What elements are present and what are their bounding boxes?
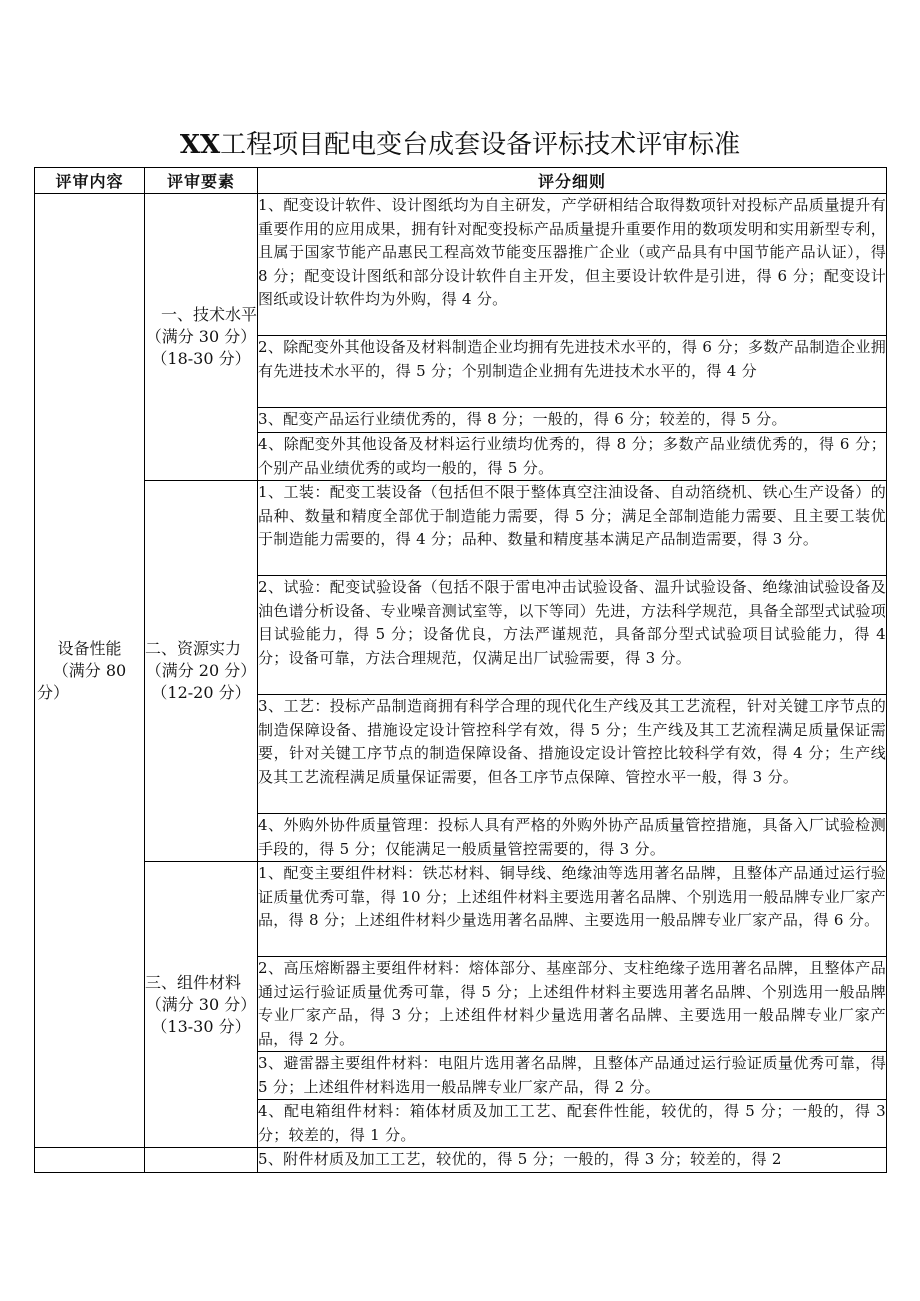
- group-score: （满分 30 分）: [145, 994, 257, 1014]
- detail-cell: 4、配电箱组件材料：箱体材质及加工工艺、配套件性能，较优的，得 5 分；一般的，得 3 分；较差的，得 1 分。: [258, 1100, 887, 1148]
- group-resources: [145, 481, 258, 862]
- detail-cell: 4、外购外协件质量管理：投标人具有严格的外购外协产品质量管控措施，具备入厂试验检测手段的，得 5 分；仅能满足一般质量管控需要的，得 3 分。: [258, 814, 887, 862]
- detail-cell: 1、配变主要组件材料：铁芯材料、铜导线、绝缘油等选用著名品牌，且整体产品通过运行验证质量优秀可靠，得 10 分；上述组件材料主要选用著名品牌、个别选用一般品牌专业厂家产品，得 8 分；上述组件材料少量选用著名品牌、主要选用一般品牌专业厂家产品，得 6 分。: [258, 862, 887, 957]
- empty-cell: [145, 1148, 258, 1173]
- table-row: [35, 194, 887, 336]
- group-score: （满分 30 分）: [145, 327, 257, 346]
- header-content: 评审内容: [35, 168, 145, 194]
- detail-cell: 3、工艺：投标产品制造商拥有科学合理的现代化生产线及其工艺流程，针对关键工序节点的制造保障设备、措施设定设计管控科学有效，得 5 分；生产线及其工艺流程满足质量保证需要，针对关键工序节点的制造保障设备、措施设定设计管控比较科学有效，得 4 分；生产线及其工艺流程满足质量保证需要，但各工序节点保障、管控水平一般，得 3 分。: [258, 695, 887, 814]
- group-materials: [145, 862, 258, 1148]
- detail-cell: 3、配变产品运行业绩优秀的，得 8 分；一般的，得 6 分；较差的，得 5 分。: [258, 408, 887, 433]
- content-score: （满分 80: [52, 660, 127, 680]
- detail-cell: 1、配变设计软件、设计图纸均为自主研发，产学研相结合取得数项针对投标产品质量提升有重要作用的应用成果，拥有针对配变投标产品质量提升重要作用的数项发明和实用新型专利，且属于国家节能产品惠民工程高效节能变压器推广企业（或产品具有中国节能产品认证），得 8 分；配变设计图纸和部分设计软件自主开发，但主要设计软件是引进，得 6 分；配变设计图纸或设计软件均为外购，得 4 分。: [258, 194, 887, 336]
- table-row: [35, 481, 887, 576]
- detail-cell: 2、试验：配变试验设备（包括不限于雷电冲击试验设备、温升试验设备、绝缘油试验设备及油色谱分析设备、专业噪音测试室等，以下等同）先进，方法科学规范，具备全部型式试验项目试验能力，得 5 分；设备优良，方法严谨规范，具备部分型式试验项目试验能力，得 4 分；设备可靠，方法合理规范，仅满足出厂试验需要，得 3 分。: [258, 576, 887, 695]
- detail-cell: 2、高压熔断器主要组件材料：熔体部分、基座部分、支柱绝缘子选用著名品牌，且整体产品通过运行验证质量优秀可靠，得 5 分；上述组件材料主要选用著名品牌、个别选用一般品牌专业厂家产品，得 3 分；上述组件材料少量选用著名品牌、主要选用一般品牌专业厂家产品，得 2 分。: [258, 957, 887, 1052]
- group-name: 三、组件材料: [145, 972, 242, 992]
- table-row: [35, 1148, 887, 1173]
- detail-cell: 1、工装：配变工装设备（包括但不限于整体真空注油设备、自动箔绕机、铁心生产设备）的品种、数量和精度全部优于制造能力需要，得 5 分；满足全部制造能力需要、且主要工装优于制造能力需要的，得 4 分；品种、数量和精度基本满足产品制造需要，得 3 分。: [258, 481, 887, 576]
- group-name: 二、资源实力: [145, 639, 242, 658]
- header-element: 评审要素: [145, 168, 258, 194]
- header-detail: 评分细则: [258, 168, 887, 194]
- scoring-table: [34, 167, 887, 1173]
- content-label: 设备性能: [57, 638, 122, 658]
- detail-cell: 4、除配变外其他设备及材料运行业绩均优秀的，得 8 分；多数产品业绩优秀的，得 6 分；个别产品业绩优秀的或均一般的，得 5 分。: [258, 433, 887, 481]
- detail-cell: 5、附件材质及加工工艺，较优的，得 5 分；一般的，得 3 分；较差的，得 2: [258, 1148, 887, 1173]
- empty-cell: [35, 1148, 145, 1173]
- title-prefix: XX: [179, 130, 221, 160]
- content-cell: [35, 194, 145, 1148]
- detail-cell: 3、避雷器主要组件材料：电阻片选用著名品牌，且整体产品通过运行验证质量优秀可靠，得 5 分；上述组件材料选用一般品牌专业厂家产品，得 2 分。: [258, 1052, 887, 1100]
- title-text: 工程项目配电变台成套设备评标技术评审标准: [220, 130, 741, 160]
- table-row: [35, 862, 887, 957]
- group-score: （满分 20 分）: [145, 661, 257, 680]
- group-range: （13-30 分）: [151, 1016, 251, 1036]
- group-technology: [145, 194, 258, 481]
- content-score-tail: 分）: [37, 682, 70, 702]
- group-range: （12-20 分）: [151, 683, 251, 702]
- group-range: （18-30 分）: [151, 349, 251, 368]
- page-title: [0, 128, 920, 162]
- detail-cell: 2、除配变外其他设备及材料制造企业均拥有先进技术水平的，得 6 分；多数产品制造企业拥有先进技术水平的，得 5 分；个别制造企业拥有先进技术水平的，得 4 分: [258, 336, 887, 408]
- group-name: 一、技术水平: [160, 305, 257, 324]
- header-row: [35, 168, 887, 194]
